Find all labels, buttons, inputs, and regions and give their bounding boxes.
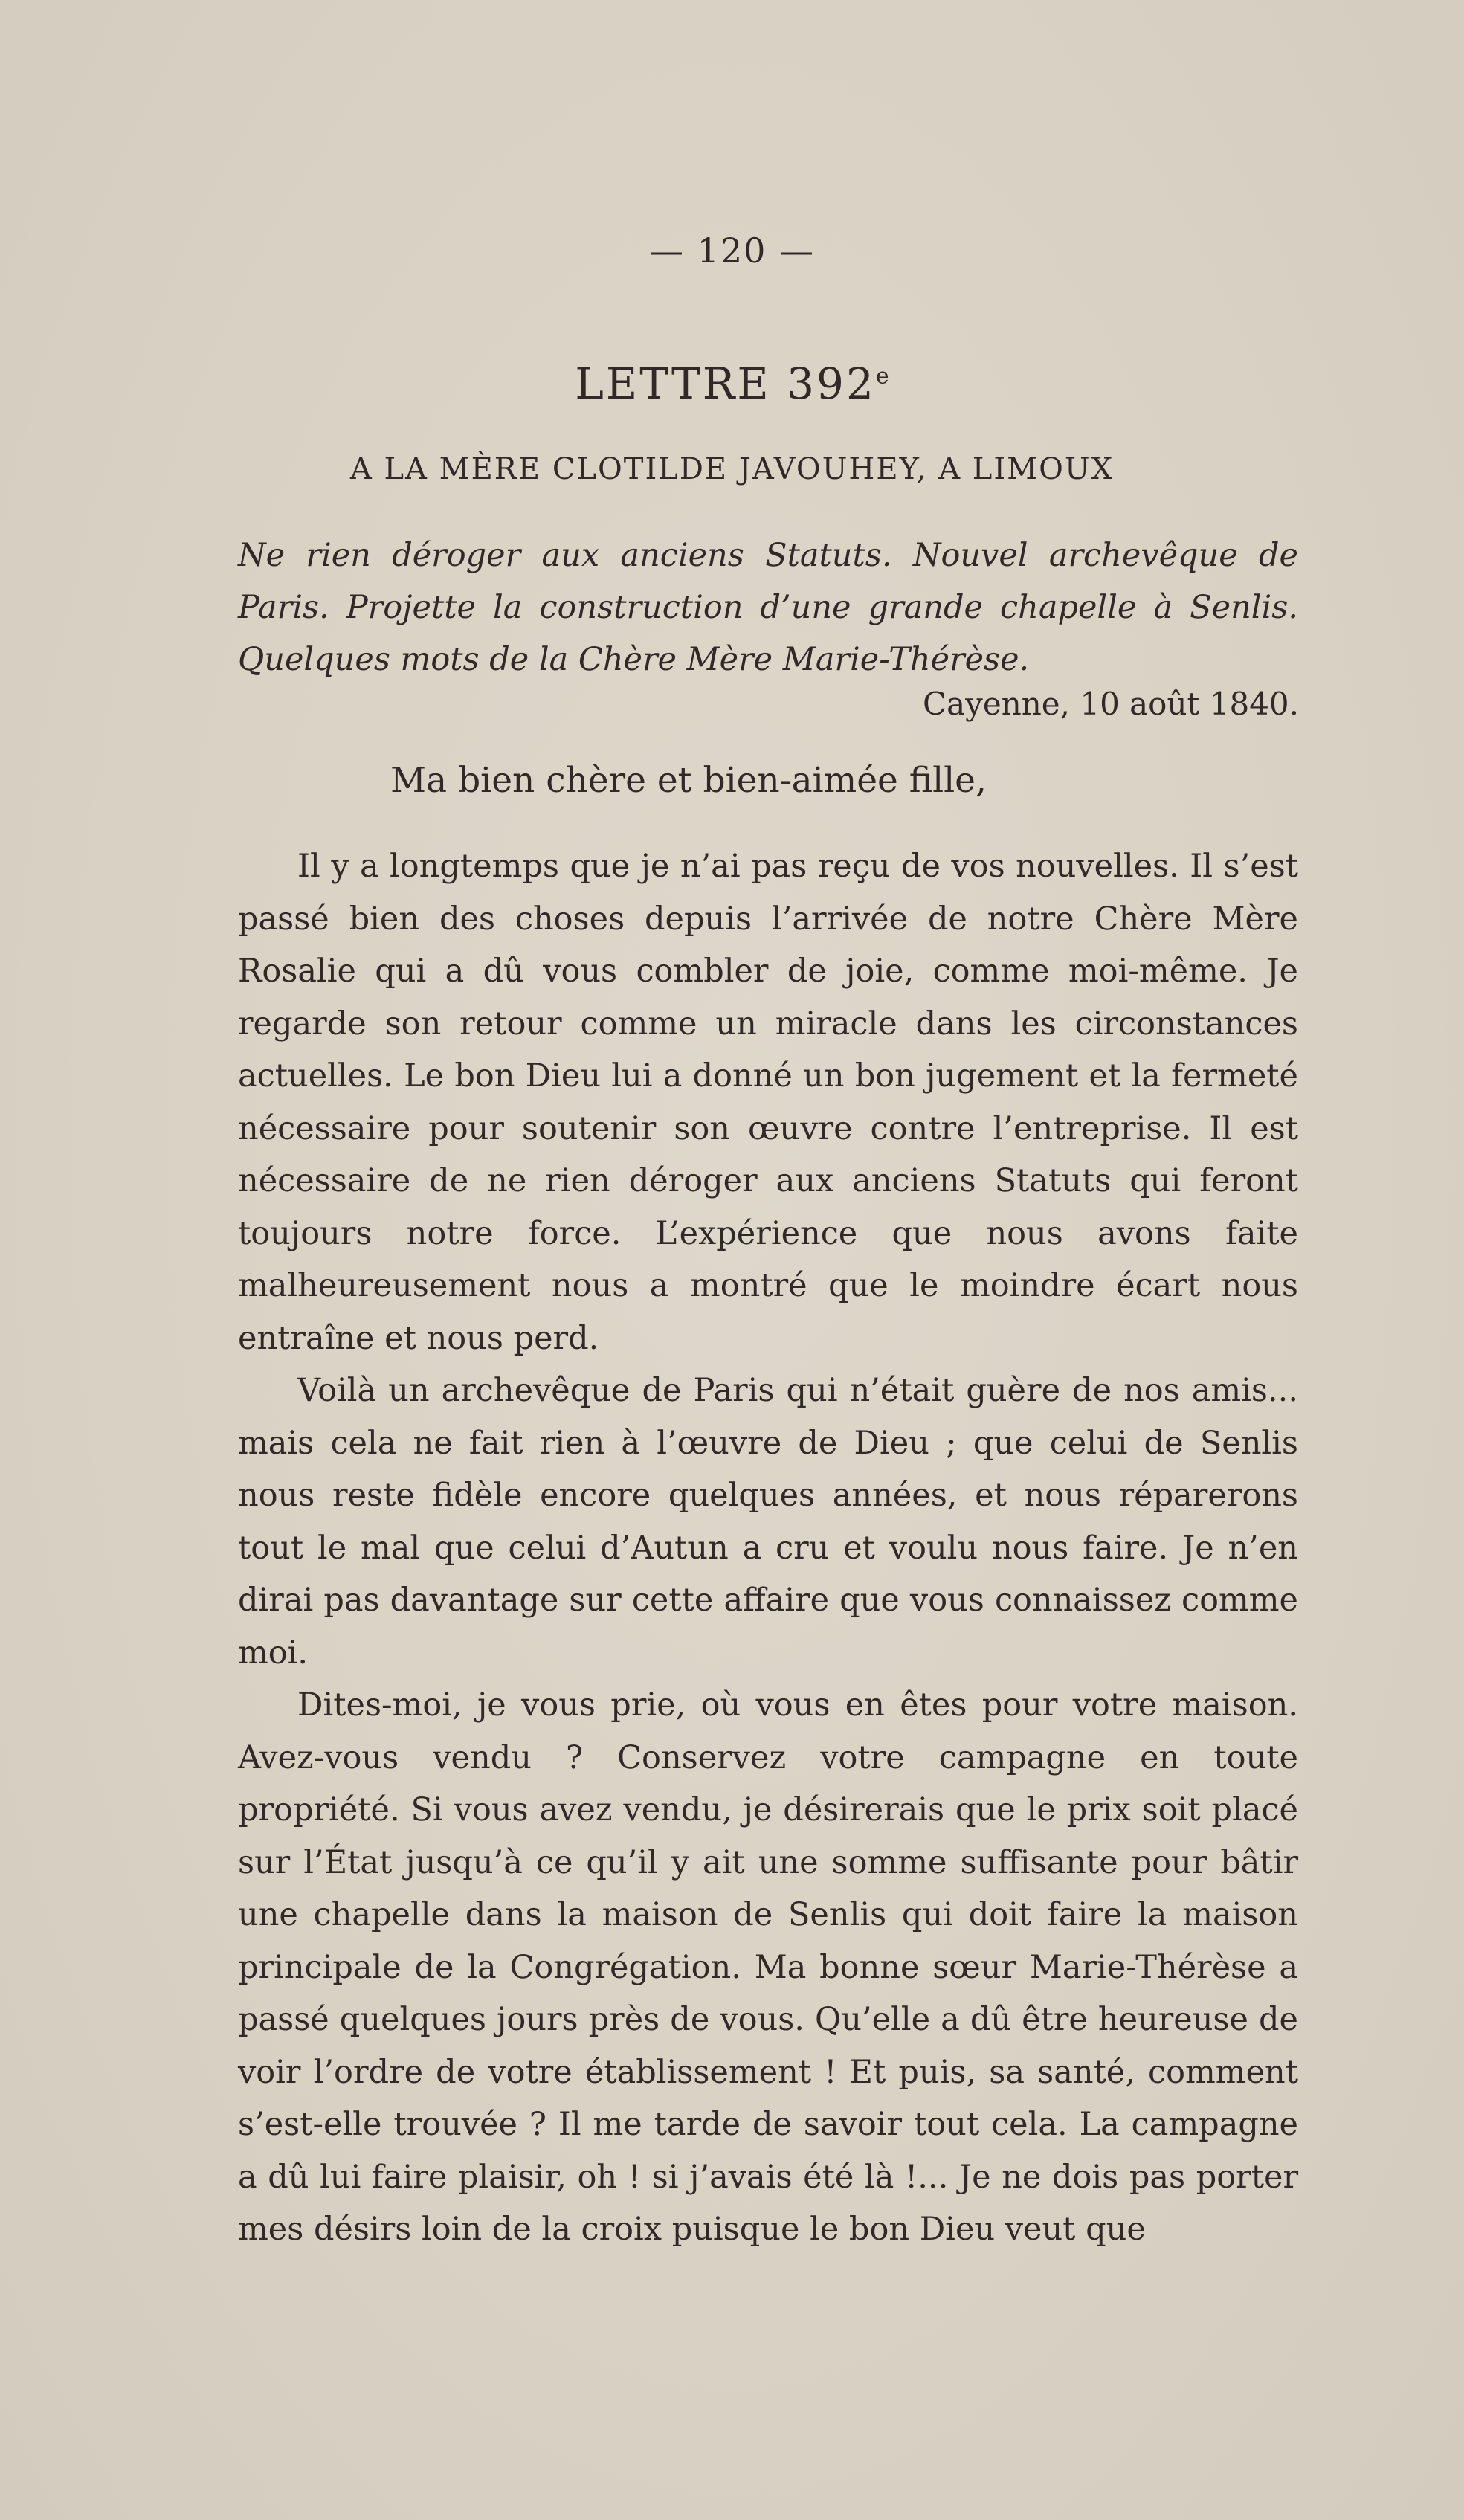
letter-body <box>238 840 1298 2256</box>
letter-recipient: A LA MÈRE CLOTILDE JAVOUHEY, A LIMOUX <box>349 452 1115 486</box>
dateline: Cayenne, 10 août 1840. <box>922 686 1299 722</box>
letter-summary: Ne rien déroger aux anciens Statuts. Nouvel archevêque de Paris. Projette la construction d’une grande chapelle à Senlis. Quelques mots de la Chère Mère Marie-Thérèse. <box>238 537 1298 678</box>
letter-title-superscript: e <box>875 363 889 390</box>
letter-title-text: LETTRE 392 <box>575 358 876 409</box>
letter-title <box>0 358 1464 409</box>
page-number: — 120 — <box>648 231 816 271</box>
salutation: Ma bien chère et bien-aimée fille, <box>390 760 987 801</box>
body-paragraph: Voilà un archevêque de Paris qui n’était guère de nos amis... mais cela ne fait rien à l’œuvre de Dieu ; que celui de Senlis nous reste fidèle encore quelques années, et nous réparerons tout le mal que celui d’Autun a cru et voulu nous faire. Je n’en dirai pas davantage sur cette affaire que vous connaissez comme moi. <box>238 1372 1298 1672</box>
body-paragraph: Il y a longtemps que je n’ai pas reçu de vos nouvelles. Il s’est passé bien des choses depuis l’arrivée de notre Chère Mère Rosalie qui a dû vous combler de joie, comme moi-même. Je regarde son retour comme un miracle dans les circonstances actuelles. Le bon Dieu lui a donné un bon jugement et la fermeté nécessaire pour soutenir son œuvre contre l’entreprise. Il est nécessaire de ne rien déroger aux anciens Statuts qui feront toujours notre force. L’expérience que nous avons faite malheureusement nous a montré que le moindre écart nous entraîne et nous perd. <box>238 848 1298 1357</box>
body-paragraph: Dites-moi, je vous prie, où vous en êtes pour votre maison. Avez-vous vendu ? Conservez votre campagne en toute propriété. Si vous avez vendu, je désirerais que le prix soit placé sur l’État jusqu’à ce qu’il y ait une somme suffisante pour bâtir une chapelle dans la maison de Senlis qui doit faire la maison principale de la Congrégation. Ma bonne sœur Marie-Thérèse a passé quelques jours près de vous. Qu’elle a dû être heureuse de voir l’ordre de votre établissement ! Et puis, sa santé, comment s’est-elle trouvée ? Il me tarde de savoir tout cela. La campagne a dû lui faire plaisir, oh ! si j’avais été là !... Je ne dois pas porter mes désirs loin de la croix puisque le bon Dieu veut que <box>238 1686 1298 2248</box>
